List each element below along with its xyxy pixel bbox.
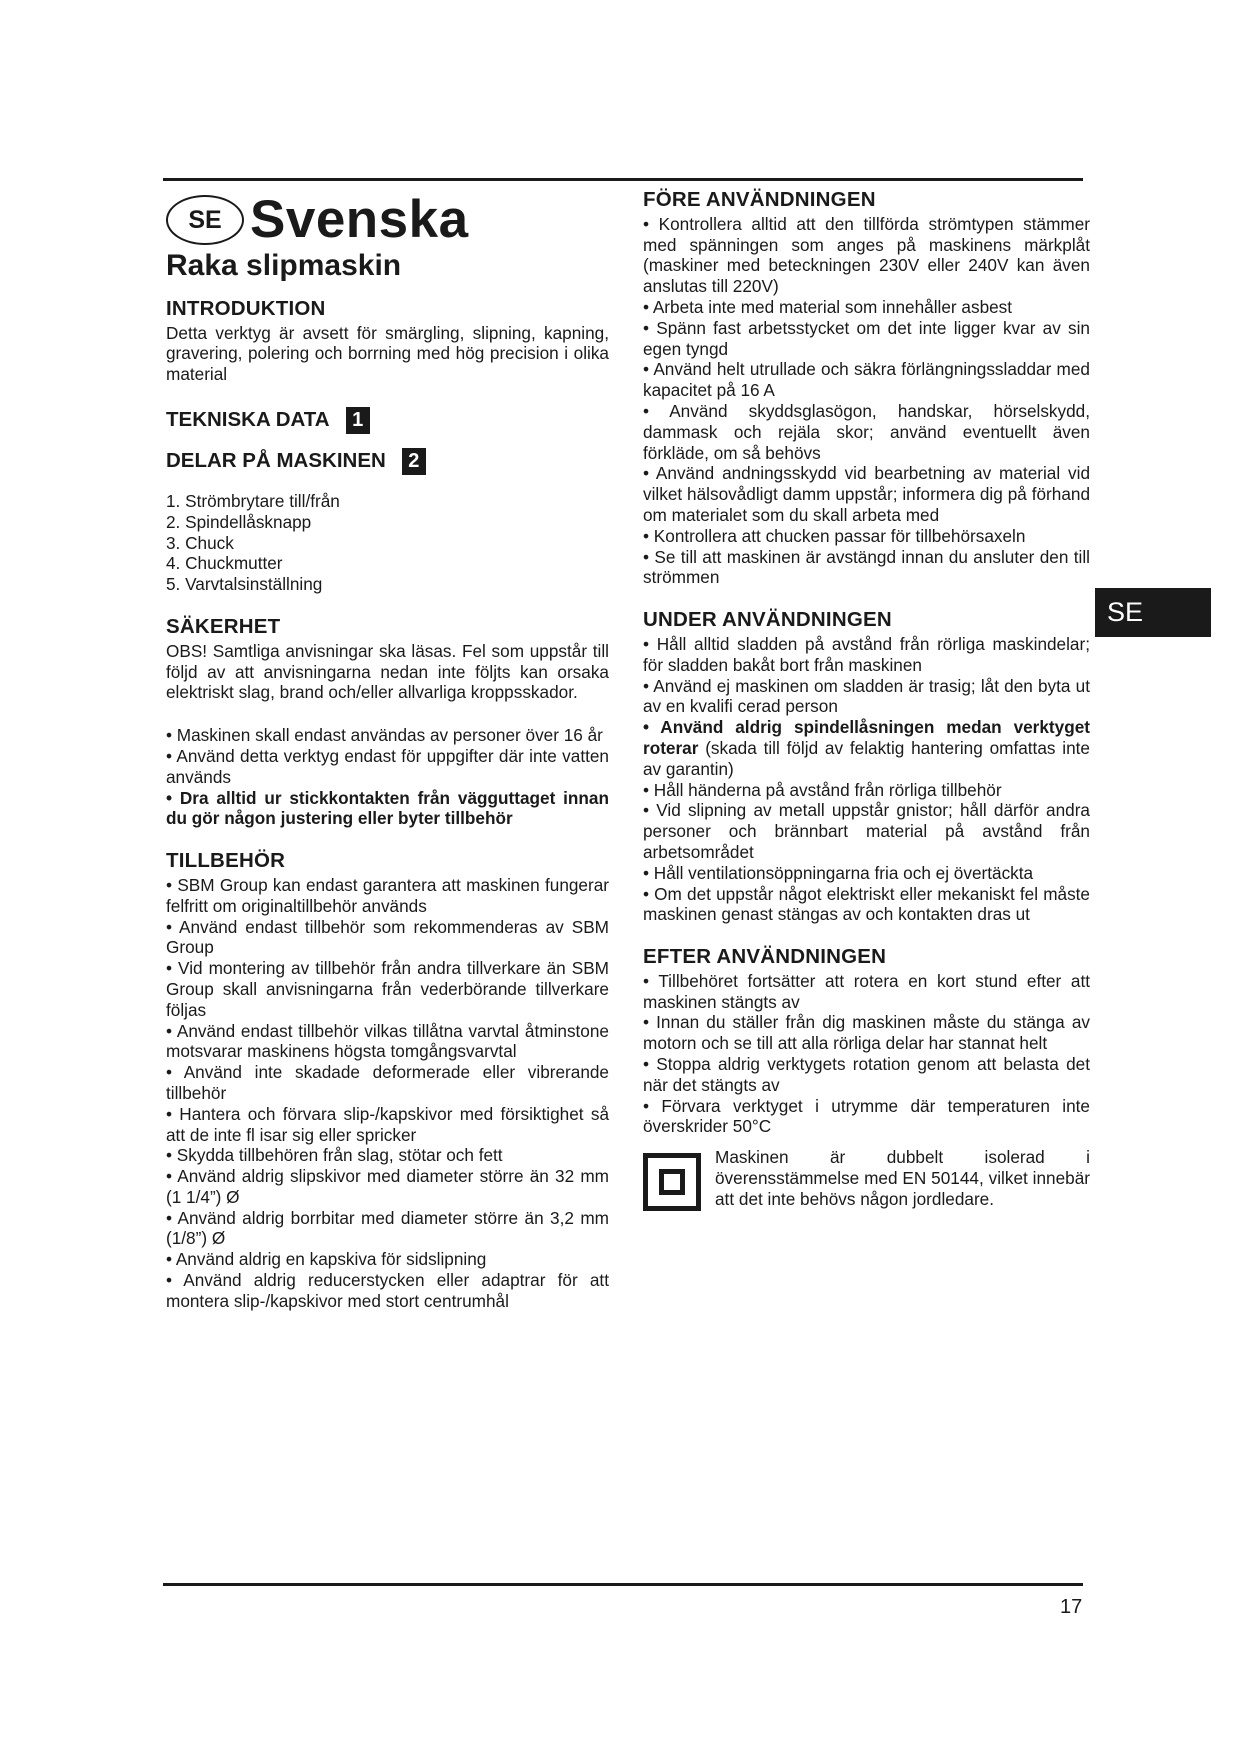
list-item: • Använd inte skadade deformerade eller vibrerande tillbehör (166, 1062, 609, 1103)
list-item: • Håll händerna på avstånd från rörliga tillbehör (643, 779, 1002, 800)
list-item: 1. Strömbrytare till/från (166, 490, 340, 511)
list-item: • Använd aldrig slipskivor med diameter större än 32 mm (1 1/4”) Ø (166, 1166, 609, 1207)
bottom-rule (163, 1583, 1083, 1586)
list-item: • Arbeta inte med material som innehåller asbest (643, 296, 1013, 317)
list-item: • Använd detta verktyg endast för uppgifter där inte vatten används (166, 745, 609, 787)
list-item: • Innan du ställer från dig maskinen måste du stänga av motorn och se till att alla rörliga delar har stannat helt (643, 1012, 1090, 1054)
list-item: • Förvara verktyget i utrymme där temperaturen inte överskrider 50°C (643, 1095, 1090, 1137)
list-item: • Hantera och förvara slip-/kapskivor med försiktighet så att de inte fl isar sig eller spricker (166, 1103, 609, 1145)
insulation-notice (643, 1147, 1090, 1211)
list-item: 2. Spindellåsknapp (166, 511, 312, 532)
warning-normal-text: (skada till följd av felaktig hantering omfattas inte av garantin) (643, 737, 1090, 779)
tech-data-title: TEKNISKA DATA (166, 408, 330, 432)
list-item: • Tillbehöret fortsätter att rotera en kort stund efter att maskinen stängts av (643, 970, 1090, 1012)
parts-title: DELAR PÅ MASKINEN (166, 449, 386, 473)
language-code-badge: SE (166, 195, 244, 245)
list-item: • Använd ej maskinen om sladden är trasig; låt den byta ut av en kvalifi cerad person (643, 675, 1090, 717)
list-item: 5. Varvtalsinställning (166, 574, 323, 595)
list-item: • Om det uppstår något elektriskt eller mekaniskt fel måste maskinen genast stängas av och kontakten dras ut (643, 883, 1090, 925)
list-item: • Kontrollera alltid att den tillförda strömtypen stämmer med spänningen som anges på maskinens märkplåt (maskiner med beteckningen 230V eller 240V kan även anslutas till 220V) (643, 213, 1090, 297)
figure-badge-2: 2 (402, 448, 426, 475)
parts-heading (166, 448, 609, 475)
top-rule (163, 178, 1083, 181)
list-item: • Använd endast tillbehör som rekommenderas av SBM Group (166, 916, 609, 958)
list-item: • Använd skyddsglasögon, handskar, hörselskydd, dammask och rejäla skor; använd eventuellt även förkläde, om så behövs (643, 400, 1090, 463)
list-item: • Använd aldrig borrbitar med diameter större än 3,2 mm (1/8”) Ø (166, 1207, 609, 1249)
list-item-warning (643, 717, 1090, 779)
before-use-heading: FÖRE ANVÄNDNINGEN (643, 188, 876, 211)
language-header (166, 189, 609, 249)
left-column (166, 190, 609, 1312)
list-item: • Kontrollera att chucken passar för tillbehörsaxeln (643, 525, 1026, 546)
parts-list (166, 491, 609, 595)
tech-data-heading (166, 407, 609, 434)
list-item: • Använd andningsskydd vid bearbetning av material vid vilket hälsovådligt damm uppstår; informera dig på förhand om materialet som du skall arbeta med (643, 463, 1090, 525)
accessories-heading: TILLBEHÖR (166, 849, 286, 873)
list-item: 3. Chuck (166, 532, 234, 553)
language-side-tab: SE (1095, 588, 1211, 637)
intro-text: Detta verktyg är avsett för smärgling, slipning, kapning, gravering, polering och borrning med hög precision i olika material (166, 322, 609, 385)
list-item: • Håll ventilationsöppningarna fria och ej övertäckta (643, 862, 1034, 883)
list-item-warning: • Dra alltid ur stickkontakten från vägguttaget innan du gör någon justering eller byter tillbehör (166, 787, 609, 829)
list-item: • Maskinen skall endast användas av personer över 16 år (166, 725, 603, 746)
after-use-heading: EFTER ANVÄNDNINGEN (643, 945, 887, 969)
warning-bold-text: • Använd aldrig spindellåsningen medan verktyget roterar (643, 717, 1090, 758)
list-item: • Se till att maskinen är avstängd innan du ansluter den till strömmen (643, 546, 1090, 588)
list-item: • Använd aldrig reducerstycken eller adaptrar för att montera slip-/kapskivor med stort centrumhål (166, 1270, 609, 1311)
list-item: • Använd aldrig en kapskiva för sidslipning (166, 1249, 487, 1270)
list-item: • Använd helt utrullade och säkra förlängningssladdar med kapacitet på 16 A (643, 359, 1090, 401)
safety-text: OBS! Samtliga anvisningar ska läsas. Fel som uppstår till följd av att anvisningarna nedan inte följts kan orsaka elektriskt slag, brand och/eller allvarliga kroppsskador. (166, 640, 609, 703)
list-item: 4. Chuckmutter (166, 553, 283, 574)
intro-heading: INTRODUKTION (166, 296, 326, 320)
list-item: • Vid slipning av metall uppstår gnistor; håll därför andra personer och brännbart material på avstånd från arbetsområdet (643, 800, 1090, 862)
double-insulation-icon (643, 1153, 701, 1211)
safety-heading: SÄKERHET (166, 614, 281, 638)
page-number: 17 (1060, 1596, 1083, 1618)
list-item: • Skydda tillbehören från slag, stötar och fett (166, 1145, 503, 1166)
list-item: • SBM Group kan endast garantera att maskinen fungerar felfritt om originaltillbehör används (166, 874, 609, 916)
during-use-heading: UNDER ANVÄNDNINGEN (643, 608, 892, 632)
list-item: • Vid montering av tillbehör från andra tillverkare än SBM Group skall anvisningarna från vederbörande tillverkare följas (166, 958, 609, 1020)
list-item: • Spänn fast arbetsstycket om det inte ligger kvar av sin egen tyngd (643, 317, 1090, 359)
insulation-text: Maskinen är dubbelt isolerad i överensstämmelse med EN 50144, vilket innebär att det inte behövs någon jordledare. (715, 1147, 1090, 1209)
right-column (643, 190, 1090, 1211)
list-item: • Håll alltid sladden på avstånd från rörliga maskindelar; för sladden bakåt bort från maskinen (643, 633, 1090, 675)
list-item: • Stoppa aldrig verktygets rotation genom att belasta det när det stängts av (643, 1054, 1090, 1095)
language-title: Svenska (250, 189, 469, 249)
figure-badge-1: 1 (346, 407, 370, 434)
list-item: • Använd endast tillbehör vilkas tillåtna varvtal åtminstone motsvarar maskinens högsta tomgångsvarvtal (166, 1020, 609, 1062)
product-title: Raka slipmaskin (166, 249, 402, 282)
